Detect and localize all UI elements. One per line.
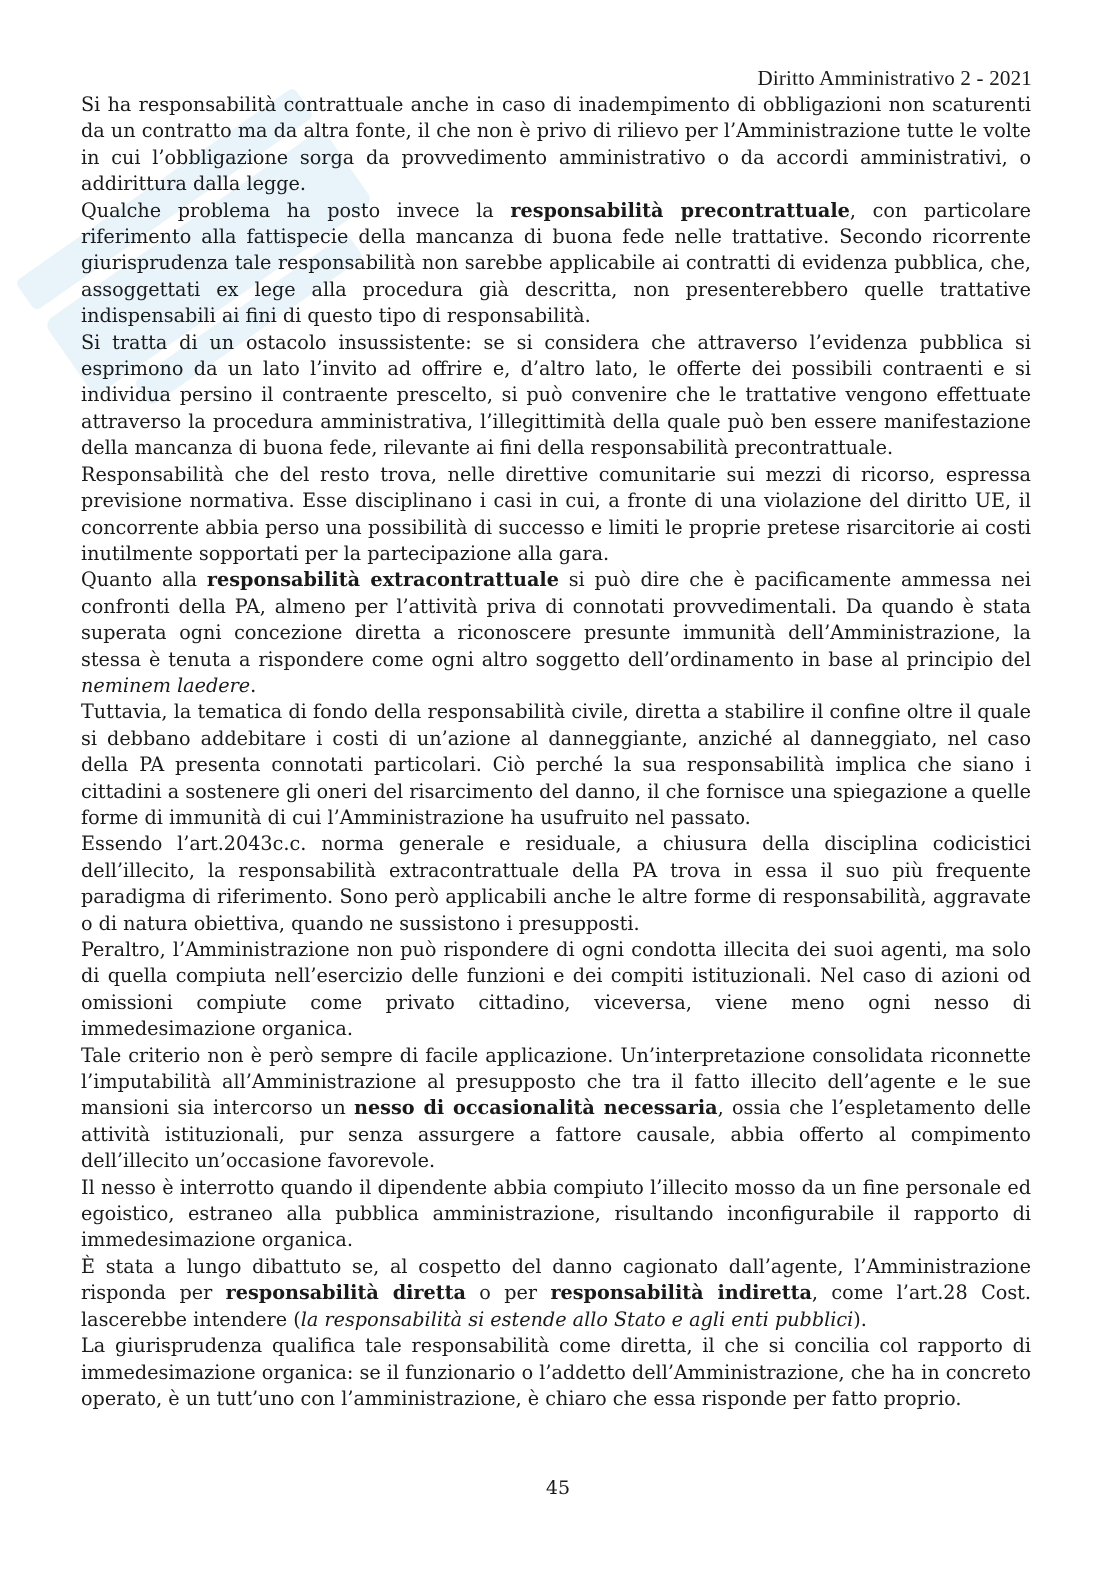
text-run: Responsabilità che del resto trova, nelle direttive comunitarie sui mezzi di ricorso, espressa previsione normativa. Esse disciplinano i casi in cui, a fronte di una violazione del diritto UE, il concorrente abbia perso una possibilità di successo e limiti le proprie pretese risarcitorie ai costi inutilmente sopportati per la partecipazione alla gara. bbox=[81, 462, 1031, 565]
running-header: Diritto Amministrativo 2 - 2021 bbox=[757, 66, 1032, 90]
paragraph bbox=[81, 330, 1031, 462]
paragraph bbox=[81, 462, 1031, 568]
paragraph bbox=[81, 567, 1031, 699]
text-run: ). bbox=[853, 1307, 867, 1331]
bold-term: responsabilità indiretta bbox=[550, 1281, 812, 1305]
text-run: , come l’art.28 Cost. lascerebbe intendere ( bbox=[81, 1281, 1031, 1331]
text-run: Tale criterio non è però sempre di facile applicazione. Un’interpretazione consolidata riconnette l’imputabilità all’Amministrazione al presupposto che tra il fatto illecito dell’agente e le sue mansioni sia intercorso un bbox=[81, 1043, 1031, 1120]
paragraph bbox=[81, 1333, 1031, 1412]
text-run: Essendo l’art.2043c.c. norma generale e residuale, a chiusura della disciplina codicistici dell’illecito, la responsabilità extracontrattuale della PA trova in essa il suo più frequente paradigma di riferimento. Sono però applicabili anche le altre forme di responsabilità, aggravate o di natura obiettiva, quando ne sussistono i presupposti. bbox=[81, 832, 1031, 935]
text-run: Qualche problema ha posto invece la bbox=[81, 198, 511, 222]
bold-term: responsabilità diretta bbox=[225, 1281, 466, 1305]
paragraph bbox=[81, 198, 1031, 330]
document-body bbox=[81, 92, 1031, 1412]
text-run: o per bbox=[465, 1281, 551, 1305]
paragraph bbox=[81, 937, 1031, 1043]
bold-term: responsabilità extracontrattuale bbox=[206, 568, 559, 592]
bold-term: nesso di occasionalità necessaria bbox=[354, 1096, 718, 1120]
paragraph bbox=[81, 831, 1031, 937]
italic-term: neminem laedere bbox=[81, 673, 251, 697]
text-run: La giurisprudenza qualifica tale responsabilità come diretta, il che si concilia col rapporto di immedesimazione organica: se il funzionario o l’addetto dell’Amministrazione, che ha in concreto operato, è un tutt’uno con l’amministrazione, è chiaro che essa risponde per fatto proprio. bbox=[81, 1334, 1031, 1410]
text-run: , con particolare riferimento alla fattispecie della mancanza di buona fede nelle trattative. Secondo ricorrente giurisprudenza tale responsabilità non sarebbe applicabile ai contratti di evidenza pubblica, che, assoggettati ex lege alla procedura già descritta, non presenterebbero quelle trattative indispensabili ai fini di questo tipo di responsabilità. bbox=[81, 198, 1031, 328]
text-run: Peraltro, l’Amministrazione non può rispondere di ogni condotta illecita dei suoi agenti, ma solo di quella compiuta nell’esercizio delle funzioni e dei compiti istituzionali. Nel caso di azioni od omissioni compiute come privato cittadino, viceversa, viene meno ogni nesso di immedesimazione organica. bbox=[81, 938, 1031, 1041]
text-run: , ossia che l’espletamento delle attività istituzionali, pur senza assurgere a fattore causale, abbia offerto al compimento dell’illecito un’occasione favorevole. bbox=[81, 1096, 1032, 1173]
text-run: È stata a lungo dibattuto se, al cospetto del danno cagionato dall’agente, l’Amministrazione risponda per bbox=[81, 1254, 1031, 1305]
italic-term: la responsabilità si estende allo Stato e agli enti pubblici bbox=[300, 1307, 854, 1331]
paragraph bbox=[81, 1175, 1031, 1254]
text-run: Quanto alla bbox=[81, 568, 207, 592]
paragraph bbox=[81, 1254, 1031, 1333]
paragraph bbox=[81, 1043, 1031, 1175]
bold-term: responsabilità precontrattuale bbox=[510, 198, 850, 222]
text-run: . bbox=[250, 673, 257, 697]
page-number: 45 bbox=[545, 1477, 571, 1499]
text-run: Tuttavia, la tematica di fondo della responsabilità civile, diretta a stabilire il confine oltre il quale si debbano addebitare i costi di un’azione al danneggiante, anziché al danneggiato, nel caso della PA presenta connotati particolari. Ciò perché la sua responsabilità implica che siano i cittadini a sostenere gli oneri del risarcimento del danno, il che fornisce una spiegazione a quelle forme di immunità di cui l’Amministrazione ha usufruito nel passato. bbox=[81, 700, 1031, 829]
text-run: Il nesso è interrotto quando il dipendente abbia compiuto l’illecito mosso da un fine personale ed egoistico, estraneo alla pubblica amministrazione, risultando inconfigurabile il rapporto di immedesimazione organica. bbox=[81, 1175, 1031, 1252]
paragraph bbox=[81, 92, 1031, 198]
text-run: Si ha responsabilità contrattuale anche in caso di inadempimento di obbligazioni non scaturenti da un contratto ma da altra fonte, il che non è privo di rilievo per l’Amministrazione tutte le volte in cui l’obbligazione sorga da provvedimento amministrativo o da accordi amministrativi, o addirittura dalla legge. bbox=[81, 93, 1031, 196]
text-run: Si tratta di un ostacolo insussistente: se si considera che attraverso l’evidenza pubblica si esprimono da un lato l’invito ad offrire e, d’altro lato, le offerte dei possibili contraenti e si individua persino il contraente prescelto, si può convenire che le trattative vengono effettuate attraverso la procedura amministrativa, l’illegittimità della quale può ben essere manifestazione della mancanza di buona fede, rilevante ai fini della responsabilità precontrattuale. bbox=[81, 330, 1031, 460]
paragraph bbox=[81, 699, 1031, 831]
text-run: si può dire che è pacificamente ammessa nei confronti della PA, almeno per l’attività priva di connotati provvedimentali. Da quando è stata superata ogni concezione diretta a riconoscere presunte immunità dell’Amministrazione, la stessa è tenuta a rispondere come ogni altro soggetto dell’ordinamento in base al principio del bbox=[81, 568, 1031, 671]
